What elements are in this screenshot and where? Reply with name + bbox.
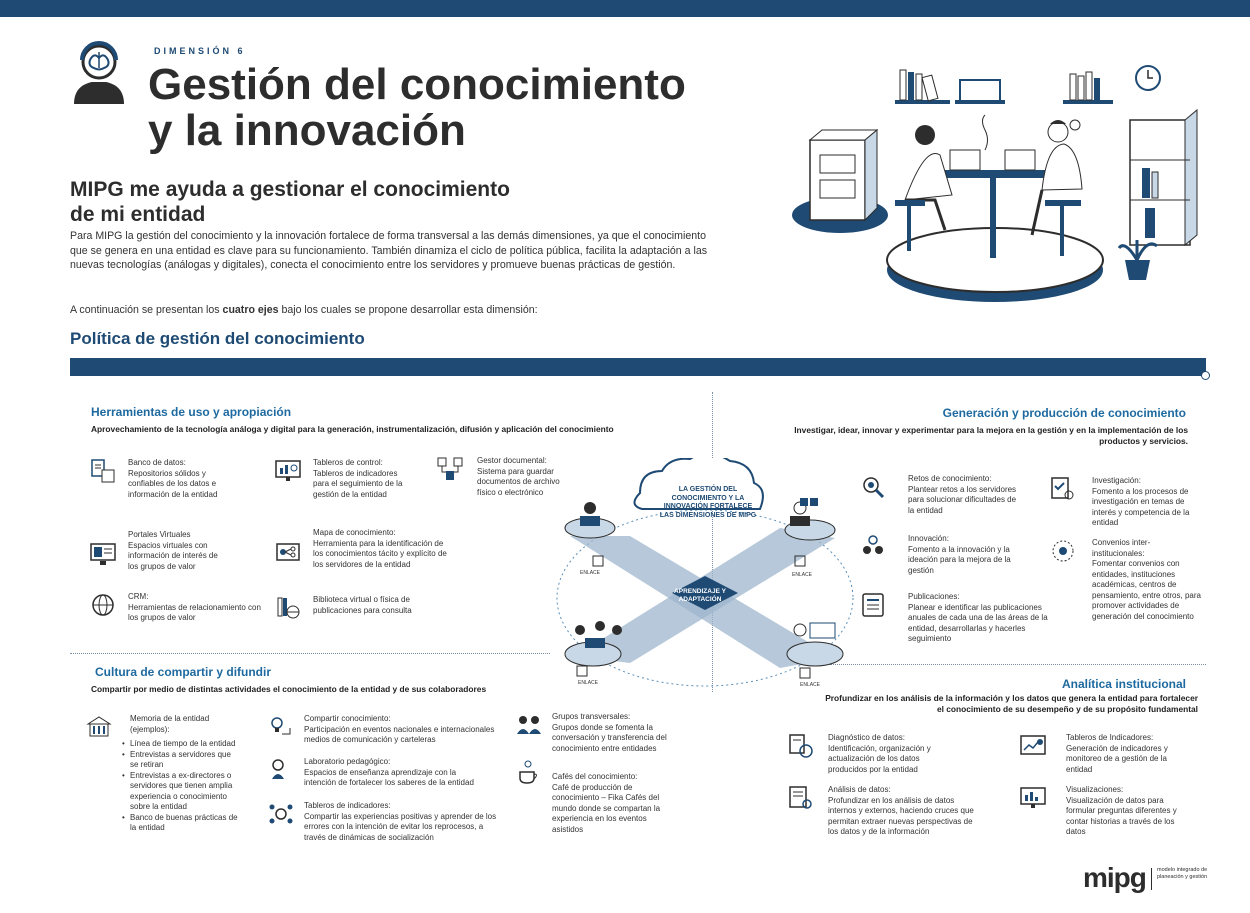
agreements-globe-icon <box>1050 538 1076 564</box>
database-doc-icon <box>90 458 116 484</box>
section-analitica-subtitle: Profundizar en los análisis de la información y los datos que genera la entidad para fortalecer el conocimiento de su desempeño y de su propósito fundamental <box>825 693 1198 714</box>
data-analysis-icon <box>788 785 814 811</box>
monitor-dashboard-icon <box>275 458 301 484</box>
head-brain-icon <box>70 38 128 104</box>
section-cultura-title: Cultura de compartir y difundir <box>95 665 272 679</box>
intro-subtitle: MIPG me ayuda a gestionar el conocimiento de mi entidad <box>70 178 510 226</box>
data-diagnosis-icon <box>788 733 814 759</box>
enlace-label: ENLACE <box>792 572 813 578</box>
mipg-logo: mipg <box>1083 862 1146 893</box>
portal-monitor-icon <box>90 542 116 568</box>
logo-tagline: modelo integrado de planeación y gestión <box>1157 867 1208 880</box>
dimension-label: DIMENSIÓN 6 <box>154 46 246 56</box>
center-cross-text: APRENDIZAJE Y ADAPTACIÓN <box>674 588 726 603</box>
lab-flask-icon <box>268 757 294 783</box>
office-illustration <box>780 60 1200 315</box>
policy-band <box>70 358 1206 376</box>
section-herramientas-title: Herramientas de uso y apropiación <box>91 405 292 419</box>
publications-icon <box>860 592 886 618</box>
page-title: Gestión del conocimiento y la innovación <box>148 60 686 155</box>
coffee-cup-icon <box>516 760 542 786</box>
policy-band-line <box>70 375 1206 376</box>
share-bulb-icon <box>268 714 294 740</box>
enlace-label: ENLACE <box>800 682 821 688</box>
band-end-dot <box>1201 371 1210 380</box>
section-generacion-title: Generación y producción de conocimiento <box>942 406 1186 420</box>
research-document-icon <box>1050 476 1076 502</box>
group-people-icon <box>516 712 542 738</box>
challenge-search-icon <box>860 474 886 500</box>
indicator-board-icon <box>1020 733 1046 759</box>
document-manager-icon <box>437 456 463 482</box>
network-people-icon <box>268 801 294 827</box>
memoria-list: • Línea de tiempo de la entidad • Entrevistas a servidores que se retiran • Entrevistas a ex-directores o servidores que tienen amplia experiencia o conocimiento sobre la entidad • Banco de buenas prácticas de la entidad <box>122 739 240 834</box>
section-herramientas-subtitle: Aprovechamiento de la tecnología análoga y digital para la generación, instrumentalización, difusión y aplicación del conocimiento <box>91 424 614 434</box>
horizontal-divider-left <box>70 653 550 654</box>
horizontal-divider-right <box>830 664 1206 665</box>
center-cloud-text: LA GESTIÓN DEL CONOCIMIENTO Y LA INNOVACIÓN FORTALECE LAS DIMENSIONES DE MIPG <box>659 486 757 519</box>
policy-title: Política de gestión del conocimiento <box>70 329 365 348</box>
innovation-people-icon <box>860 534 886 560</box>
building-icon <box>86 714 112 740</box>
enlace-label: ENLACE <box>580 570 601 576</box>
logo-separator <box>1151 868 1152 890</box>
knowledge-map-icon <box>275 540 301 566</box>
library-books-icon <box>275 595 301 621</box>
globe-icon <box>90 592 116 618</box>
section-cultura-subtitle: Compartir por medio de distintas actividades el conocimiento de la entidad y de sus colaboradores <box>91 684 487 694</box>
top-band <box>0 0 1250 17</box>
intro-paragraph: Para MIPG la gestión del conocimiento y la innovación fortalece de forma transversal a las demás dimensiones, ya que el conocimiento que se genera en una entidad es clave para su funcionamiento. También dinamiza el ciclo de política pública, facilita la adaptación a las nuevas tecnologías (análogas y digitales), conecta el conocimiento entre los servidores y promueve buenas prácticas de gestión. <box>70 230 708 272</box>
intro-continuation: A continuación se presentan los cuatro ejes bajo los cuales se propone desarrollar esta dimensión: <box>70 304 538 316</box>
section-generacion-subtitle: Investigar, idear, innovar y experimentar para la mejora en la gestión y en la implementación de los productos y servicios. <box>794 425 1188 446</box>
visualization-icon <box>1020 785 1046 811</box>
enlace-label: ENLACE <box>578 680 599 686</box>
section-analitica-title: Analítica institucional <box>1061 677 1186 691</box>
